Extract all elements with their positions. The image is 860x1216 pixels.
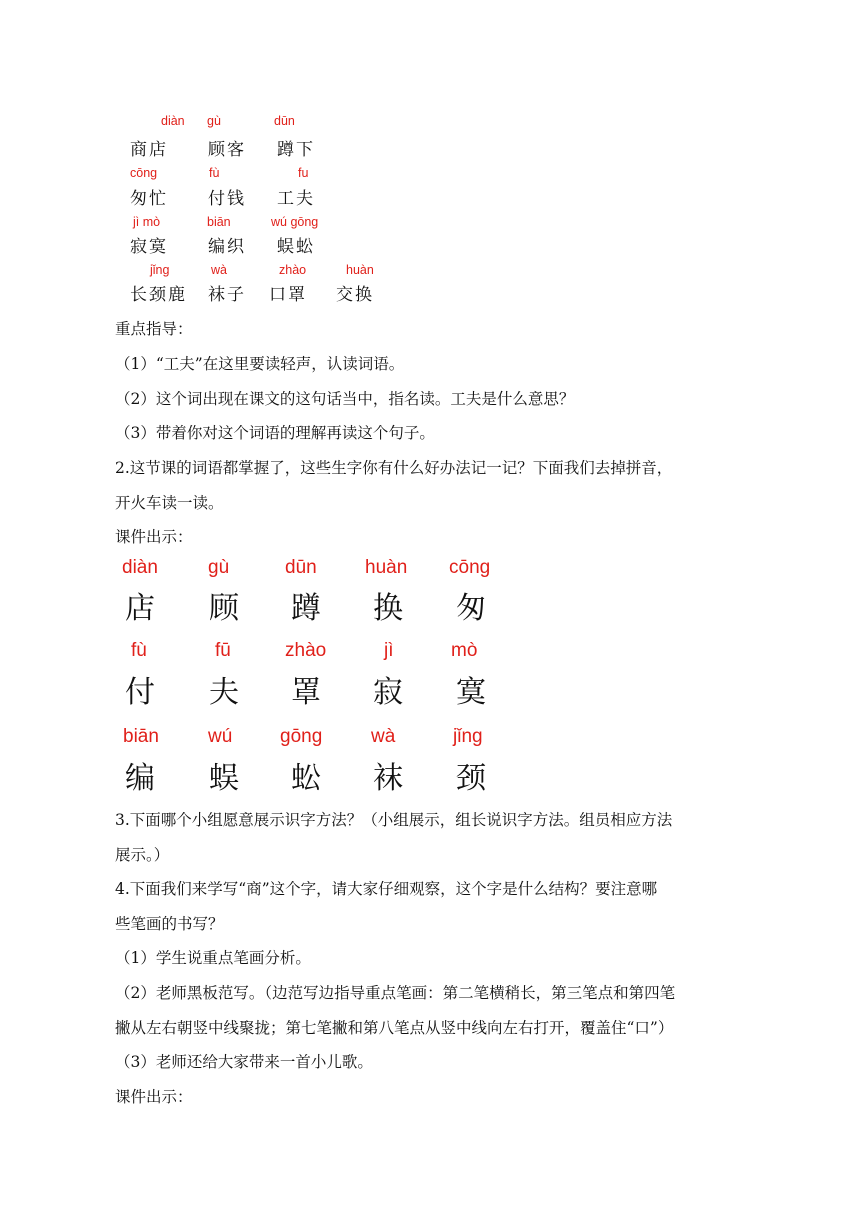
pinyin: gù: [208, 557, 230, 578]
word: 匆忙: [130, 189, 168, 209]
paragraph-line: （2）这个词出现在课文的这句话当中，指名读。工夫是什么意思？: [115, 390, 575, 408]
character: 顾: [209, 591, 239, 626]
paragraph-line: 2.这节课的词语都掌握了，这些生字你有什么好办法记一记？下面我们去掉拼音，: [115, 459, 673, 477]
word: 口罩: [269, 285, 307, 305]
pinyin: jì mò: [133, 215, 161, 229]
pinyin: jǐng: [150, 263, 170, 277]
word: 工夫: [277, 189, 315, 209]
character: 付: [125, 675, 155, 710]
pinyin: zhào: [279, 263, 307, 277]
pinyin: cōng: [130, 166, 158, 180]
character: 蜈: [209, 761, 239, 796]
character: 蹲: [291, 591, 321, 626]
character: 袜: [373, 761, 403, 796]
pinyin: biān: [123, 726, 159, 747]
pinyin: fu: [298, 166, 309, 180]
character: 夫: [209, 675, 239, 710]
pinyin: diàn: [122, 557, 158, 578]
word: 商店: [130, 140, 168, 160]
word: 付钱: [208, 189, 246, 209]
word: 长颈鹿: [130, 285, 187, 305]
pinyin: wà: [211, 263, 227, 277]
character: 店: [125, 591, 155, 626]
pinyin: dūn: [285, 557, 317, 578]
character: 蚣: [291, 761, 321, 796]
pinyin: wú gōng: [271, 215, 319, 229]
word: 编织: [208, 237, 246, 257]
paragraph-line: 展示。）: [115, 846, 170, 864]
pinyin: fū: [215, 640, 231, 661]
pinyin: gōng: [280, 726, 323, 747]
pinyin: jǐng: [453, 726, 483, 747]
pinyin: fù: [131, 640, 147, 661]
pinyin: wà: [371, 726, 396, 747]
pinyin: fù: [209, 166, 220, 180]
paragraph-line: （1）学生说重点笔画分析。: [115, 949, 311, 967]
pinyin: diàn: [161, 114, 185, 128]
pinyin: dūn: [274, 114, 295, 128]
character: 颈: [456, 761, 486, 796]
character: 匆: [456, 591, 486, 626]
pinyin: huàn: [346, 263, 374, 277]
word: 顾客: [208, 140, 246, 160]
courseware-label: 课件出示：: [115, 528, 193, 546]
pinyin: zhào: [285, 640, 327, 661]
paragraph-line: （2）老师黑板范写。（边范写边指导重点笔画：第二笔横稍长，第三笔点和第四笔: [115, 984, 676, 1002]
pinyin: jì: [384, 640, 394, 661]
word: 寂寞: [130, 237, 168, 257]
character: 罩: [291, 675, 321, 710]
pinyin: wú: [208, 726, 233, 747]
courseware-label: 课件出示：: [115, 1088, 193, 1106]
pinyin: mò: [451, 640, 478, 661]
character: 换: [373, 591, 403, 626]
paragraph-line: （3）老师还给大家带来一首小儿歌。: [115, 1053, 373, 1071]
paragraph-line: 4.下面我们来学写“商”这个字，请大家仔细观察，这个字是什么结构？要注意哪: [115, 880, 658, 898]
pinyin: huàn: [365, 557, 408, 578]
character: 寞: [456, 675, 486, 710]
paragraph-line: （3）带着你对这个词语的理解再读这个句子。: [115, 424, 435, 442]
paragraph-line: 些笔画的书写？: [115, 915, 224, 933]
paragraph-line: 撇从左右朝竖中线聚拢；第七笔撇和第八笔点从竖中线向左右打开，覆盖住“口”）: [115, 1019, 674, 1037]
paragraph-line: 开火车读一读。: [115, 494, 224, 512]
word: 交换: [336, 285, 374, 305]
pinyin: gù: [207, 114, 221, 128]
paragraph-line: （1）“工夫”在这里要读轻声，认读词语。: [115, 355, 405, 373]
word: 袜子: [208, 285, 246, 305]
pinyin: cōng: [449, 557, 491, 578]
paragraph-line: 3.下面哪个小组愿意展示识字方法？（小组展示，组长说识字方法。组员相应方法: [115, 811, 673, 829]
character: 编: [125, 761, 155, 796]
word: 蹲下: [277, 140, 315, 160]
word: 蜈蚣: [277, 237, 315, 257]
pinyin: biān: [207, 215, 231, 229]
character: 寂: [373, 675, 403, 710]
focus-title: 重点指导：: [115, 320, 193, 338]
